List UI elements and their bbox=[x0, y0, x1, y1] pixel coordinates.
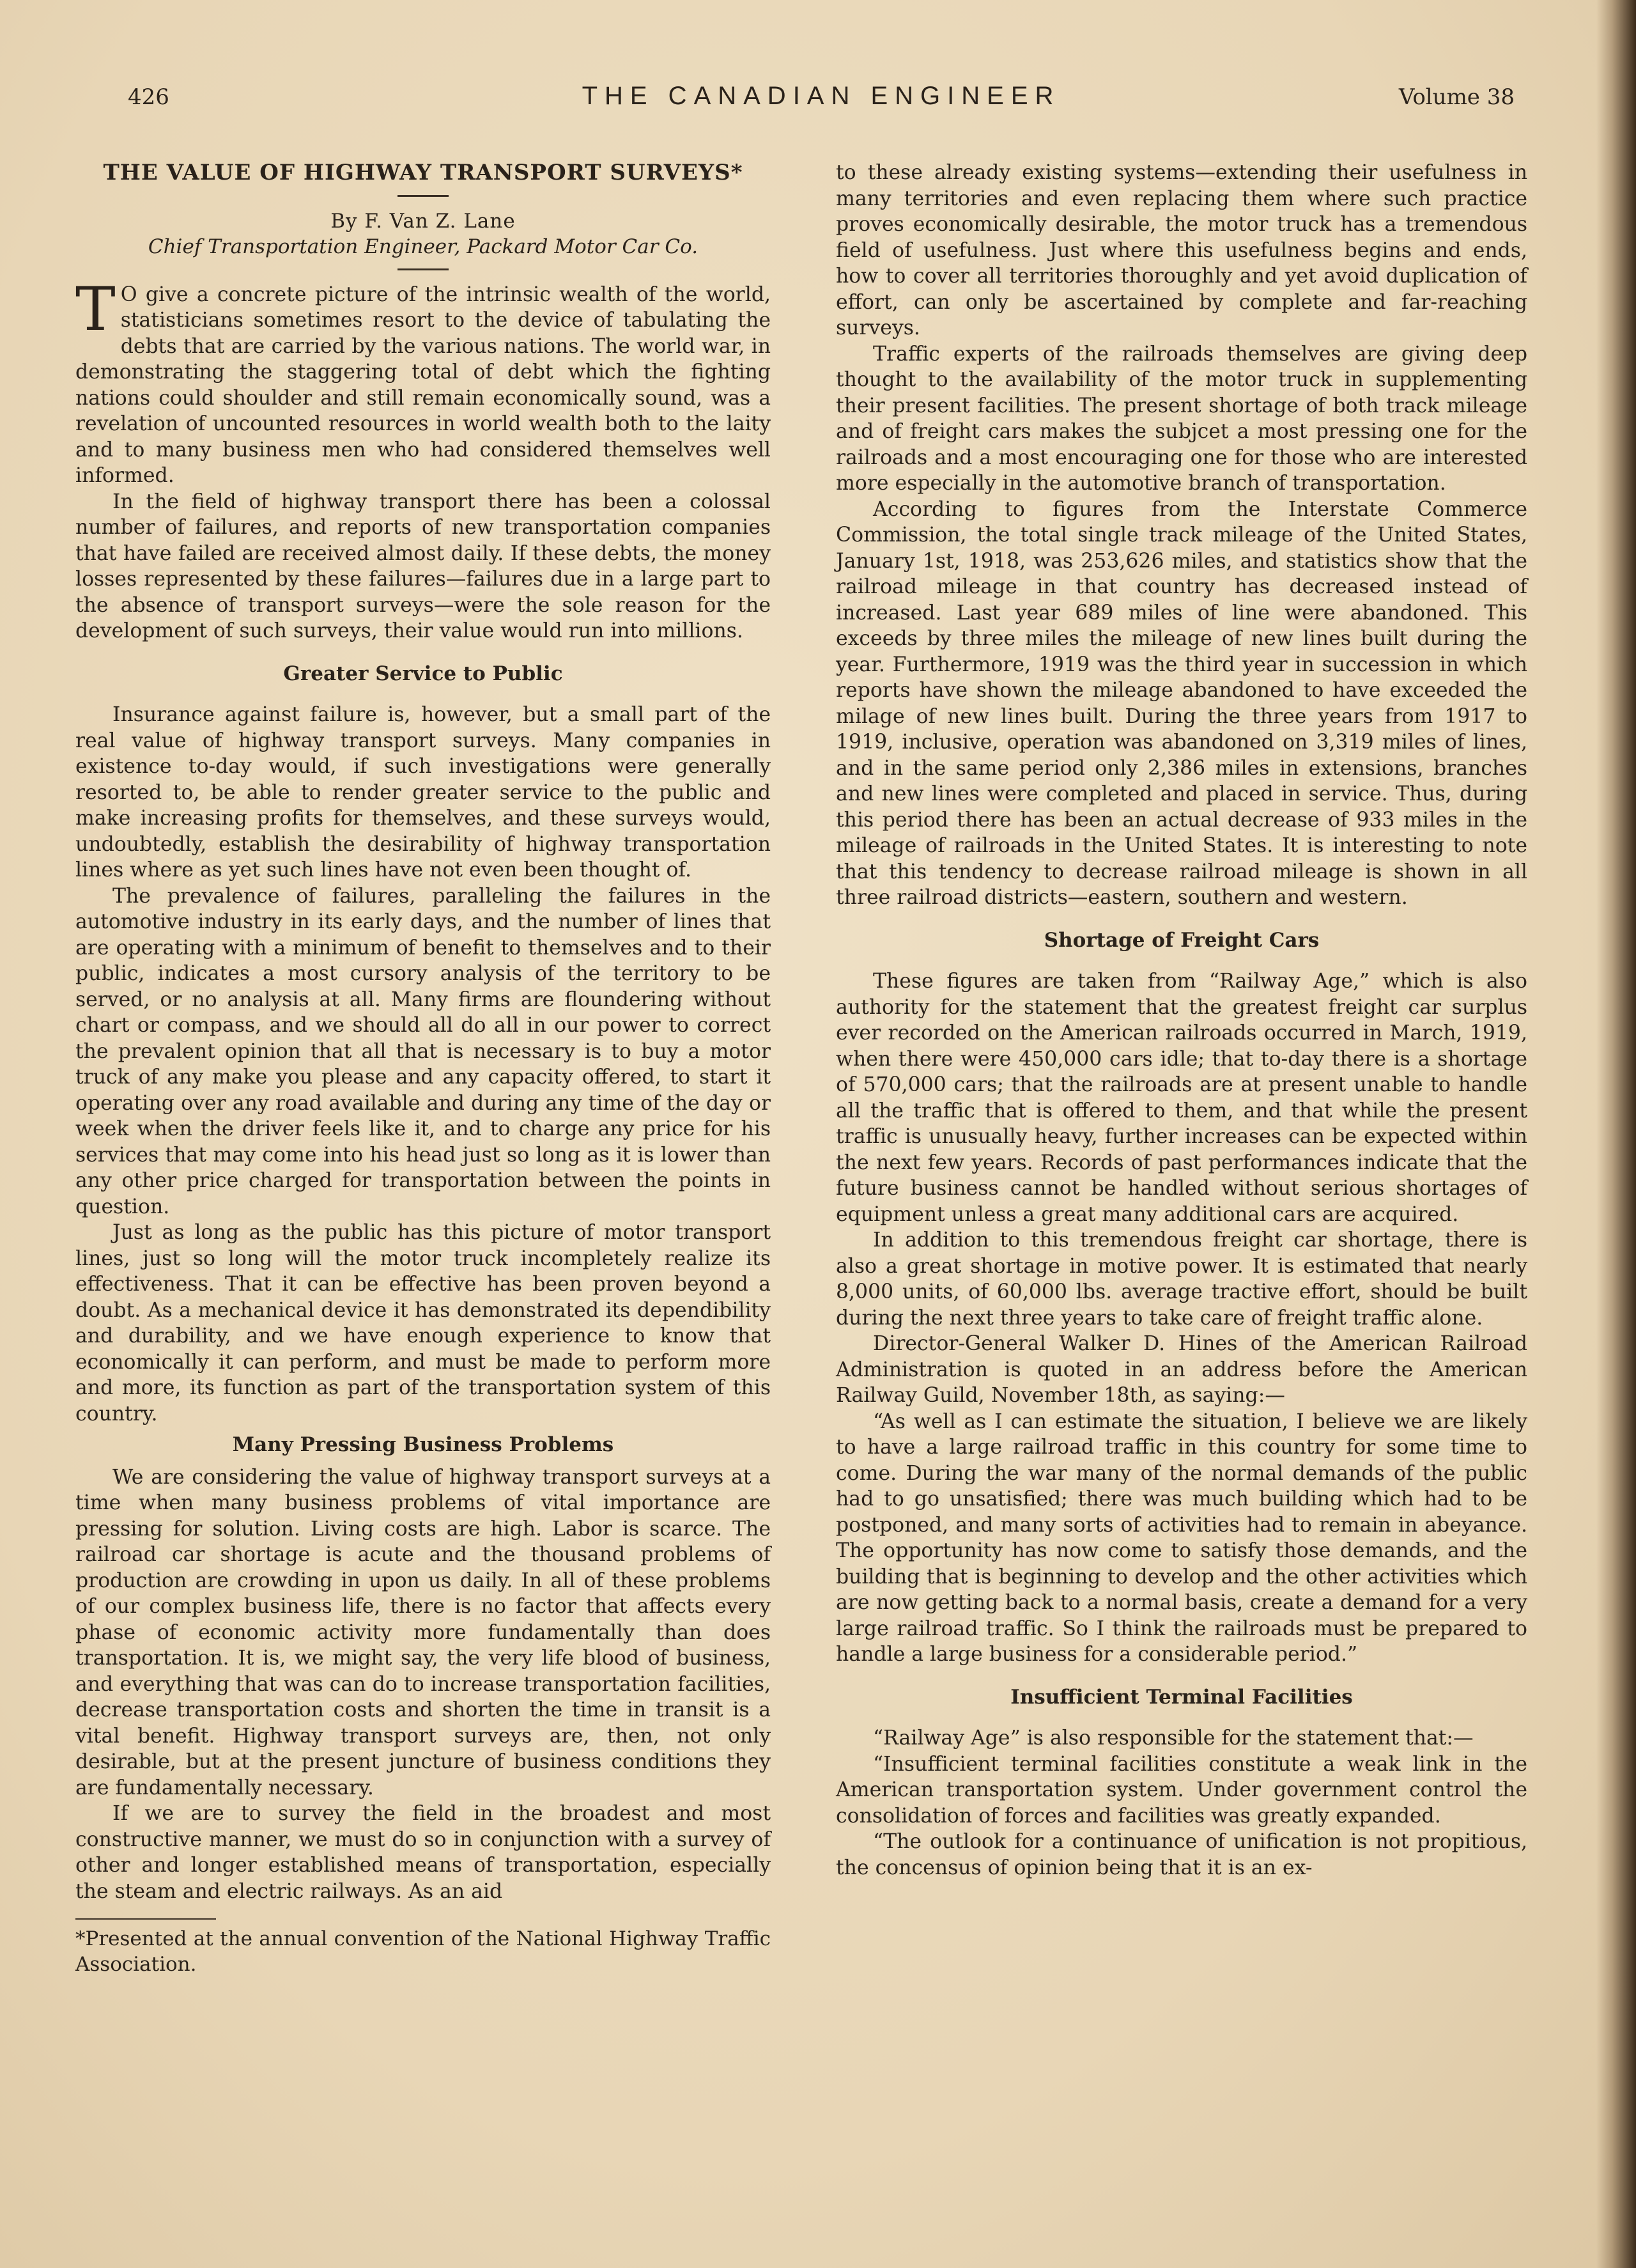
title-rule bbox=[397, 195, 449, 197]
paragraph-12: In addition to this tremendous freight car shortage, there is also a great shortage in motive power. It is estimated that nearly 8,000 units, of 60,000 lbs. average tractive effort, should be built during the next three years to take care of freight traffic alone. bbox=[836, 1229, 1527, 1330]
right-column bbox=[836, 160, 1527, 1881]
paragraph-5: Just as long as the public has this picture of motor transport lines, just so long will the motor truck incompletely realize its effectiveness. That it can be effective has been proven beyond a doubt. As a mechanical device it has demonstrated its dependibility and durability, and we have enough experience to know that economically it can perform, and must be made to perform more and more, its function as part of the transportation system of this country. bbox=[75, 1221, 771, 1425]
paragraph-7: If we are to survey the field in the broadest and most constructive manner, we must do so in conjunction with a survey of other and longer established means of transportation, especially the steam and electric railways. As an aid bbox=[75, 1802, 771, 1903]
paragraph-6: We are considering the value of highway transport surveys at a time when many business problems of vital importance are pressing for solution. Living costs are high. Labor is scarce. The railroad car shortage is acute and the thousand problems of production are crowding in upon us daily. In all of these problems of our complex business life, there is no factor that affects every phase of economic activity more fundamentally than does transportation. It is, we might say, the very life blood of business, and everything that was can do to increase transportation facilities, decrease transportation costs and shorten the time in transit is a vital benefit. Highway transport surveys are, then, not only desirable, but at the present juncture of business conditions they are fundamentally necessary. bbox=[75, 1465, 771, 1799]
paragraph-3: Insurance against failure is, however, but a small part of the real value of highway transport surveys. Many companies in existence to-day would, if such investigations were generally resorted to, be able to render greater service to the public and make increasing profits for themselves, and these surveys would, undoubtedly, establish the desirability of highway transportation lines where as yet such lines have not even been thought of. bbox=[75, 703, 771, 882]
subhead-greater-service: Greater Service to Public bbox=[283, 662, 563, 685]
subhead-pressing-problems: Many Pressing Business Problems bbox=[232, 1433, 614, 1456]
paragraph-10: According to figures from the Interstate Commerce Commission, the total single track mileage of the United States, January 1st, 1918, was 253,626 miles, and statistics show that the railroad mileage in that country has decreased instead of increased. Last year 689 miles of line were abandoned. This exceeds by three miles the mileage of new lines built during the year. Furthermore, 1919 was the third year in succession in which reports have shown the mileage abandoned to have exceeded the milage of new lines built. During the three years from 1917 to 1919, inclusive, operation was abandoned on 3,319 miles of lines, and in the same period only 2,386 miles in extensions, branches and new lines were completed and placed in service. Thus, during this period there has been an actual decrease of 933 miles in the mileage of railroads in the United States. It is interesting to note that this tendency to decrease railroad mileage is shown in all three railroad districts—eastern, southern and western. bbox=[836, 497, 1527, 909]
footnote-rule bbox=[75, 1918, 216, 1920]
paragraph-14: “As well as I can estimate the situation, I believe we are likely to have a large railroad traffic in this country for some time to come. During the war many of the normal demands of the public had to go unsatisfied; there was much building which had to be postponed, and many sorts of activities had to remain in abeyance. The opportunity has now come to satisfy those demands, and the building that is beginning to develop and the other activities which are now getting back to a normal basis, create a demand for a very large railroad traffic. So I think the railroads must be prepared to handle a large business for a considerable period.” bbox=[836, 1410, 1527, 1666]
paragraph-8: to these already existing systems—extending their usefulness in many territories and even replacing them where such practice proves economically desirable, the motor truck has a tremendous field of usefulness. Just where this usefulness begins and ends, how to cover all territories thoroughly and yet avoid duplication of effort, can only be ascertained by complete and far-reaching surveys. bbox=[836, 161, 1527, 339]
paragraph-11: These figures are taken from “Railway Age,” which is also authority for the statement that the greatest freight car surplus ever recorded on the American railroads occurred in March, 1919, when there were 450,000 cars idle; that to-day there is a shortage of 570,000 cars; that the railroads are at present unable to handle all the traffic that is offered to them, and that while the present traffic is unusually heavy, further increases can be expected within the next few years. Records of past performances indicate that the future business cannot be handled without serious shortages of equipment unless a great many additional cars are acquired. bbox=[836, 970, 1527, 1226]
paragraph-9: Traffic experts of the railroads themselves are giving deep thought to the availability of the motor truck in supplementing their present facilities. The present shortage of both track mileage and of freight cars makes the subjcet a most pressing one for the railroads and a most encouraging one for those who are interested more especially in the automotive branch of transportation. bbox=[836, 342, 1527, 495]
footnote: *Presented at the annual convention of the National Highway Traffic Association. bbox=[75, 1927, 771, 1976]
paragraph-1-text: O give a concrete picture of the intrinsic wealth of the world, statisticians sometimes resort to the device of tabulating the debts that are carried by the various nations. The world war, in demonstrating the staggering total of debt which the fighting nations could shoulder and still remain economically sound, was a revelation of uncounted resources in world wealth both to the laity and to many business men who had considered themselves well informed. bbox=[75, 283, 771, 487]
page-number: 426 bbox=[128, 84, 169, 110]
subhead-freight-cars: Shortage of Freight Cars bbox=[1044, 928, 1320, 952]
paragraph-15: “Railway Age” is also responsible for the statement that:— bbox=[873, 1727, 1474, 1750]
author-affiliation: Chief Transportation Engineer, Packard Motor Car Co. bbox=[148, 235, 698, 258]
left-column bbox=[75, 160, 771, 1977]
subhead-terminal-facilities: Insufficient Terminal Facilities bbox=[1010, 1685, 1353, 1709]
byline-rule bbox=[397, 268, 449, 270]
volume-label: Volume 38 bbox=[1398, 84, 1515, 110]
binding-shadow bbox=[1596, 0, 1636, 2268]
byline: By F. Van Z. Lane bbox=[330, 209, 516, 233]
paragraph-4: The prevalence of failures, paralleling the failures in the automotive industry in its early days, and the number of lines that are operating with a minimum of benefit to themselves and to their public, indicates a most cursory analysis of the territory to be served, or no analysis at all. Many firms are floundering without chart or compass, and we should all do all in our power to correct the prevalent opinion that all that is necessary is to buy a motor truck of any make you please and any capacity offered, to start it operating over any road available and during any time of the day or week when the driver feels like it, and to charge any price for his services that may come into his head just so long as it is lower than any other price charged for transportation between the points in question. bbox=[75, 884, 771, 1218]
article-title: THE VALUE OF HIGHWAY TRANSPORT SURVEYS* bbox=[103, 160, 743, 185]
paragraph-2: In the field of highway transport there has been a colossal number of failures, and reports of new transportation companies that have failed are received almost daily. If these debts, the money losses represented by these failures—failures due in a large part to the absence of transport surveys—were the sole reason for the development of such surveys, their value would run into millions. bbox=[75, 490, 771, 642]
running-head bbox=[128, 82, 1515, 120]
paragraph-16: “Insufficient terminal facilities constitute a weak link in the American transportation system. Under government control the consolidation of forces and facilities was greatly expanded. bbox=[836, 1752, 1527, 1828]
drop-cap: T bbox=[75, 274, 116, 345]
paragraph-17: “The outlook for a continuance of unification is not propitious, the concensus of opinion being that it is an ex- bbox=[836, 1830, 1527, 1879]
journal-title: THE CANADIAN ENGINEER bbox=[582, 82, 1061, 110]
paragraph-1 bbox=[75, 274, 771, 489]
paragraph-13: Director-General Walker D. Hines of the American Railroad Administration is quoted in an address before the American Railway Guild, November 18th, as saying:— bbox=[836, 1332, 1527, 1407]
